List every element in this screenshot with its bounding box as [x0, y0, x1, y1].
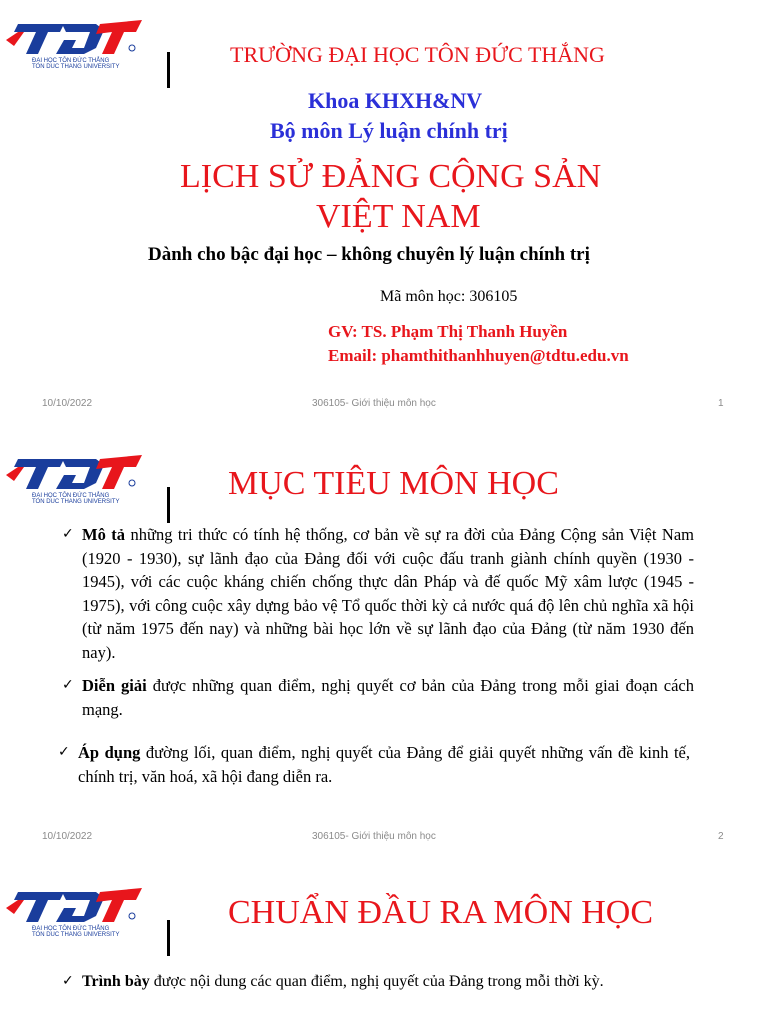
slide-title: CHUẨN ĐẦU RA MÔN HỌC: [228, 894, 654, 931]
check-icon: ✓: [58, 744, 70, 760]
header-divider: [167, 920, 170, 956]
lecturer-email: Email: phamthithanhhuyen@tdtu.edu.vn: [328, 346, 629, 365]
course-title-line2: VIỆT NAM: [316, 198, 481, 235]
check-icon: ✓: [62, 677, 74, 693]
tdt-logo: [4, 453, 144, 511]
university-name: TRƯỜNG ĐẠI HỌC TÔN ĐỨC THẮNG: [230, 42, 605, 67]
footer-page-number: 1: [718, 398, 724, 409]
logo-subtitle: ĐẠI HỌC TÔN ĐỨC THẮNG TON DUC THANG UNIVERSITY: [32, 493, 120, 505]
logo-subtitle: ĐẠI HỌC TÔN ĐỨC THẮNG TON DUC THANG UNIVERSITY: [32, 926, 120, 938]
course-subtitle: Dành cho bậc đại học – không chuyên lý luận chính trị: [148, 244, 590, 265]
objectives-list: [58, 523, 694, 788]
slide-3: [0, 868, 768, 1024]
outcome-item: ✓ Trình bày được nội dung các quan điểm, nghị quyết của Đảng trong mỗi thời kỳ.: [62, 970, 694, 994]
objective-item: ✓ Diễn giải được những quan điểm, nghị quyết cơ bản của Đảng trong mỗi giai đoạn cách mạng.: [62, 676, 694, 719]
footer-date: 10/10/2022: [42, 398, 93, 409]
department-name: Bộ môn Lý luận chính trị: [270, 118, 508, 143]
course-title-line1: LỊCH SỬ ĐẢNG CỘNG SẢN: [180, 158, 602, 195]
slide-1: [0, 0, 768, 430]
tdt-logo-icon: [4, 453, 144, 493]
header-divider: [167, 487, 170, 523]
footer-page-number: 2: [718, 831, 724, 842]
tdt-logo: [4, 886, 144, 944]
logo-subtitle: ĐẠI HỌC TÔN ĐỨC THẮNG TON DUC THANG UNIVERSITY: [32, 58, 120, 70]
tdt-logo: [4, 18, 144, 76]
faculty-name: Khoa KHXH&NV: [308, 88, 483, 113]
objective-item: ✓ Áp dụng đường lối, quan điểm, nghị quyết của Đảng để giải quyết những vấn đề kinh tế, chính trị, văn hoá, xã hội đang diễn ra.: [58, 743, 690, 786]
footer-course: 306105- Giới thiệu môn học: [312, 831, 436, 842]
tdt-logo-icon: [4, 18, 144, 58]
check-icon: ✓: [62, 973, 74, 989]
tdt-logo-icon: [4, 886, 144, 926]
lecturer-name: GV: TS. Phạm Thị Thanh Huyền: [328, 322, 568, 341]
outcomes-list: [62, 970, 694, 994]
header-divider: [167, 52, 170, 88]
slide-2: [0, 435, 768, 865]
course-code: Mã môn học: 306105: [380, 288, 518, 305]
slide-title: MỤC TIÊU MÔN HỌC: [228, 465, 559, 502]
footer-date: 10/10/2022: [42, 831, 93, 842]
footer-course: 306105- Giới thiệu môn học: [312, 398, 436, 409]
check-icon: ✓: [62, 526, 74, 542]
objective-item: ✓ Mô tả những tri thức có tính hệ thống, cơ bản về sự ra đời của Đảng Cộng sản Việt Nam (1920 - 1930), sự lãnh đạo của Đảng đối với cuộc đấu tranh giành chính quyền (1930 - 1945), với các cuộc kháng chiến chống thực dân Pháp và đế quốc Mỹ xâm lược (1945 - 1975), với công cuộc xây dựng bảo vệ Tổ quốc thời kỳ cả nước quá độ lên chủ nghĩa xã hội (từ năm 1975 đến nay) và những bài học lớn về sự lãnh đạo của Đảng (từ năm 1930 đến nay).: [62, 525, 694, 662]
